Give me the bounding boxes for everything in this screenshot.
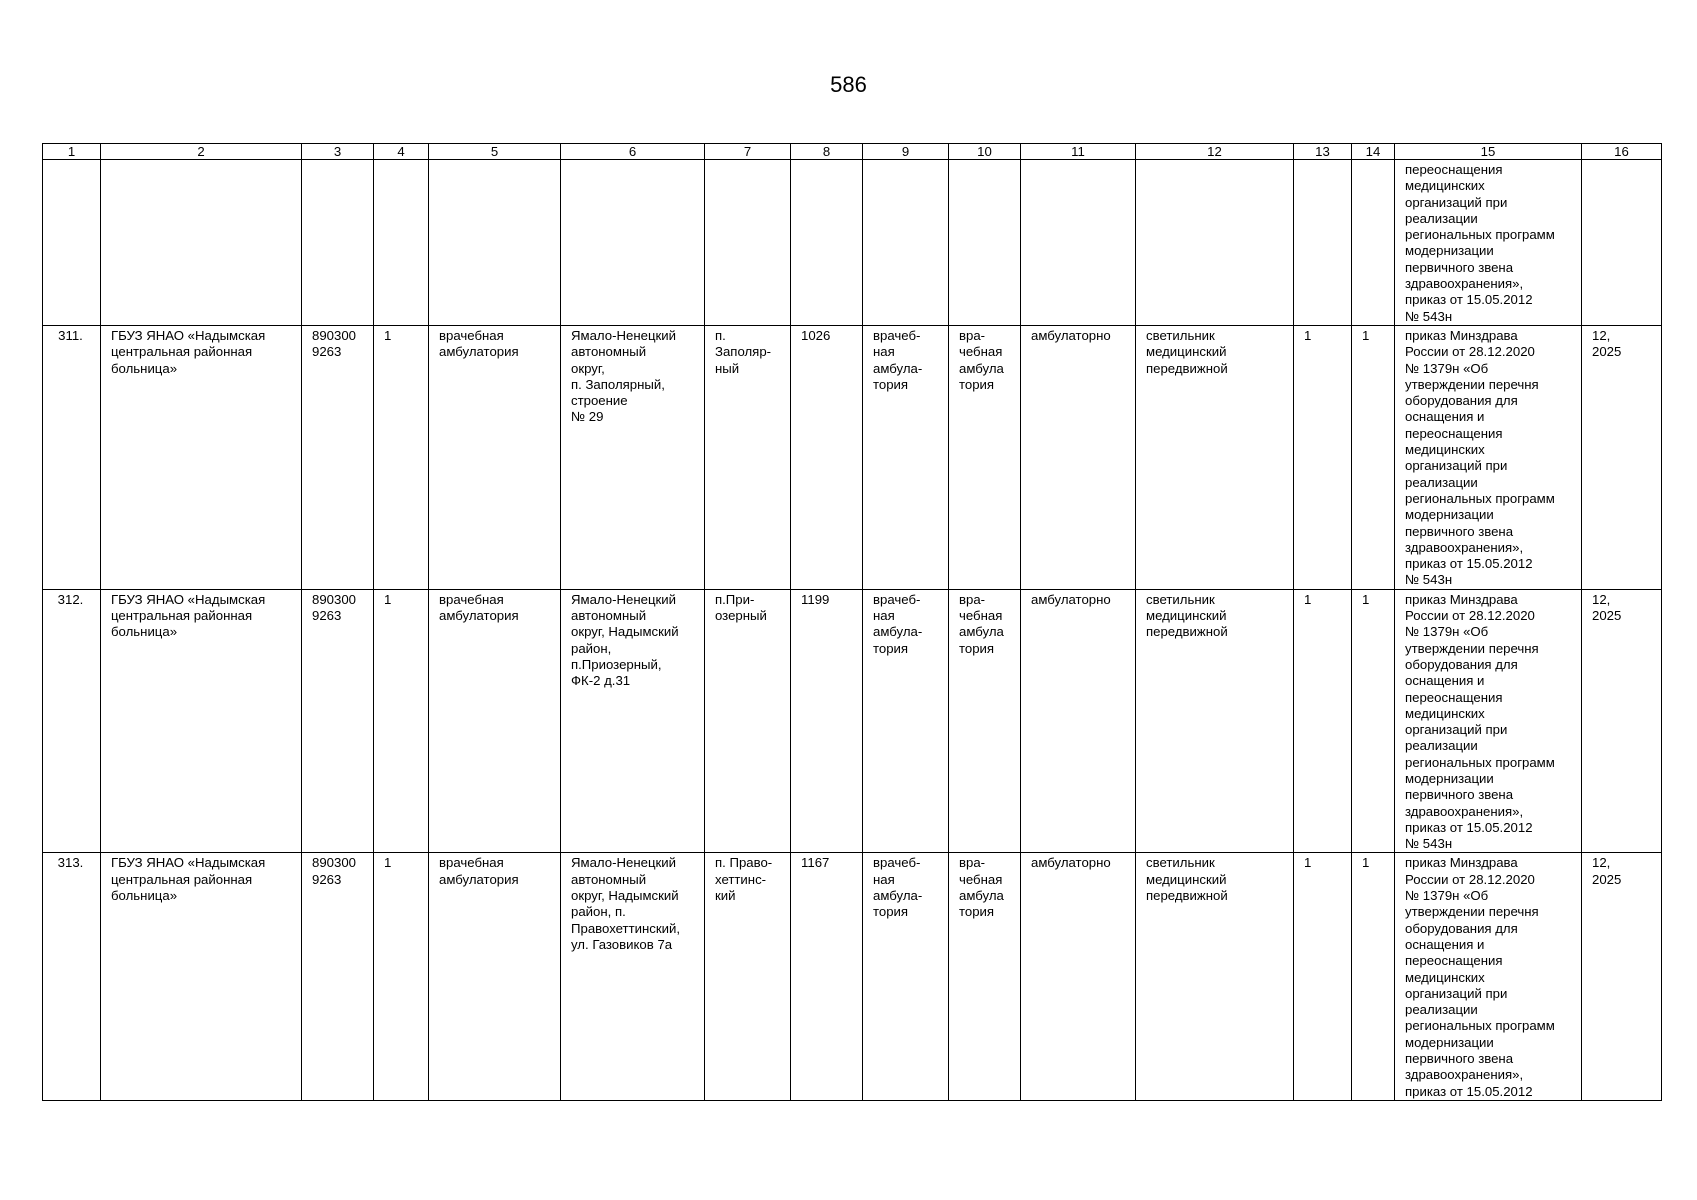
cell-col-2: [101, 589, 302, 853]
cell-line: медицинский: [1146, 871, 1227, 887]
cell-line: 12,: [1592, 327, 1611, 343]
cell-line: автономный: [571, 871, 647, 887]
cell-line: реализации: [1405, 210, 1478, 226]
cell-line: 2025: [1592, 608, 1622, 624]
cell-line: утверждении перечня: [1405, 640, 1539, 656]
cell-line: региональных программ: [1405, 1018, 1555, 1034]
cell-line: реализации: [1405, 738, 1478, 754]
cell-col-14: 1: [1352, 325, 1395, 589]
cell-line: амбулатория: [439, 344, 519, 360]
cell-line: приказ Минздрава: [1405, 591, 1518, 607]
cell-line: первичного звена: [1405, 259, 1514, 275]
cell-line: переоснащения: [1405, 425, 1503, 441]
cell-col-9: [863, 160, 949, 326]
cell-line: оборудования для: [1405, 656, 1518, 672]
cell-line: № 1379н «Об: [1405, 360, 1489, 376]
cell-line: Ямало-Ненецкий: [571, 327, 677, 343]
cell-col-2: [101, 853, 302, 1101]
column-header-9: 9: [863, 144, 949, 160]
cell-col-7: [705, 853, 791, 1101]
cell-col-10: [949, 589, 1021, 853]
cell-col-1: 312.: [43, 589, 101, 853]
cell-col-5: [429, 160, 561, 326]
cell-col-11: [1021, 160, 1136, 326]
cell-line: тория: [959, 640, 995, 656]
cell-col-3: [302, 589, 374, 853]
cell-line: амбулатория: [439, 871, 519, 887]
column-header-3: 3: [302, 144, 374, 160]
cell-line: вра-: [959, 855, 986, 871]
cell-col-16: [1582, 589, 1662, 853]
cell-line: № 29: [571, 409, 604, 425]
cell-line: приказ от 15.05.2012: [1405, 1083, 1533, 1099]
table-row: [43, 325, 1662, 589]
cell-line: п.При-: [715, 591, 755, 607]
cell-line: ная: [873, 344, 895, 360]
cell-line: организаций при: [1405, 194, 1508, 210]
cell-line: округ,: [571, 360, 605, 376]
cell-col-13: [1294, 160, 1352, 326]
cell-col-4: 1: [374, 853, 429, 1101]
cell-line: России от 28.12.2020: [1405, 871, 1535, 887]
cell-col-4: 1: [374, 589, 429, 853]
cell-line: здравоохранения»,: [1405, 803, 1524, 819]
cell-line: России от 28.12.2020: [1405, 608, 1535, 624]
cell-line: 890300: [312, 327, 357, 343]
table-body: [43, 144, 1662, 1101]
column-header-11: 11: [1021, 144, 1136, 160]
cell-line: ул. Газовиков 7а: [571, 936, 673, 952]
column-header-16: 16: [1582, 144, 1662, 160]
cell-col-9: [863, 325, 949, 589]
cell-line: модернизации: [1405, 507, 1494, 523]
column-header-1: 1: [43, 144, 101, 160]
cell-line: тория: [959, 376, 995, 392]
cell-line: больница»: [111, 888, 178, 904]
cell-line: передвижной: [1146, 888, 1228, 904]
cell-col-6: [561, 325, 705, 589]
cell-line: светильник: [1146, 591, 1215, 607]
cell-col-9: [863, 589, 949, 853]
page-number: 586: [830, 72, 867, 97]
cell-line: тория: [959, 904, 995, 920]
cell-col-8: 1199: [791, 589, 863, 853]
cell-col-8: [791, 160, 863, 326]
cell-line: Заполяр-: [715, 344, 772, 360]
cell-line: оборудования для: [1405, 393, 1518, 409]
cell-line: чебная: [959, 608, 1003, 624]
cell-col-3: [302, 325, 374, 589]
cell-col-15: [1395, 160, 1582, 326]
cell-col-15: [1395, 325, 1582, 589]
cell-col-6: [561, 160, 705, 326]
cell-col-13: 1: [1294, 325, 1352, 589]
table-row: [43, 853, 1662, 1101]
cell-line: округ, Надымский: [571, 888, 679, 904]
cell-line: врачеб-: [873, 591, 921, 607]
cell-col-9: [863, 853, 949, 1101]
cell-line: 2025: [1592, 871, 1622, 887]
cell-line: Правохеттинский,: [571, 920, 681, 936]
equipment-table: [42, 143, 1662, 1101]
cell-line: здравоохранения»,: [1405, 276, 1524, 292]
cell-line: вра-: [959, 591, 986, 607]
cell-line: приказ от 15.05.2012: [1405, 556, 1533, 572]
cell-line: приказ Минздрава: [1405, 327, 1518, 343]
cell-line: № 543н: [1405, 836, 1453, 852]
cell-line: модернизации: [1405, 1034, 1494, 1050]
cell-line: ГБУЗ ЯНАО «Надымская: [111, 591, 266, 607]
cell-line: 9263: [312, 608, 342, 624]
cell-col-4: 1: [374, 325, 429, 589]
cell-line: оборудования для: [1405, 920, 1518, 936]
cell-line: чебная: [959, 344, 1003, 360]
cell-line: утверждении перечня: [1405, 376, 1539, 392]
cell-line: п. Право-: [715, 855, 773, 871]
cell-col-11: амбулаторно: [1021, 325, 1136, 589]
cell-line: больница»: [111, 624, 178, 640]
cell-line: амбула-: [873, 624, 923, 640]
cell-line: № 1379н «Об: [1405, 888, 1489, 904]
cell-col-2: [101, 325, 302, 589]
column-header-15: 15: [1395, 144, 1582, 160]
table-row: [43, 589, 1662, 853]
cell-line: амбула-: [873, 360, 923, 376]
cell-line: реализации: [1405, 1002, 1478, 1018]
cell-line: амбула: [959, 360, 1004, 376]
cell-col-1: [43, 160, 101, 326]
cell-line: амбула-: [873, 888, 923, 904]
cell-line: автономный: [571, 608, 647, 624]
cell-line: модернизации: [1405, 770, 1494, 786]
cell-line: округ, Надымский: [571, 624, 679, 640]
cell-line: 9263: [312, 871, 342, 887]
cell-line: организаций при: [1405, 458, 1508, 474]
cell-line: врачеб-: [873, 855, 921, 871]
cell-col-8: 1026: [791, 325, 863, 589]
cell-line: 12,: [1592, 855, 1611, 871]
cell-line: модернизации: [1405, 243, 1494, 259]
cell-line: 9263: [312, 344, 342, 360]
cell-line: оснащения и: [1405, 673, 1485, 689]
cell-line: медицинских: [1405, 178, 1485, 194]
cell-line: России от 28.12.2020: [1405, 344, 1535, 360]
cell-col-7: [705, 589, 791, 853]
cell-col-8: 1167: [791, 853, 863, 1101]
continuation-row: [43, 160, 1662, 326]
cell-line: врачеб-: [873, 327, 921, 343]
cell-line: приказ от 15.05.2012: [1405, 819, 1533, 835]
cell-line: Ямало-Ненецкий: [571, 591, 677, 607]
cell-col-16: [1582, 325, 1662, 589]
cell-line: передвижной: [1146, 360, 1228, 376]
cell-line: медицинских: [1405, 442, 1485, 458]
cell-line: врачебная: [439, 855, 504, 871]
cell-col-5: [429, 589, 561, 853]
column-header-13: 13: [1294, 144, 1352, 160]
cell-line: Ямало-Ненецкий: [571, 855, 677, 871]
cell-line: оснащения и: [1405, 409, 1485, 425]
cell-col-5: [429, 325, 561, 589]
column-number-row: [43, 144, 1662, 160]
cell-col-13: 1: [1294, 853, 1352, 1101]
column-header-7: 7: [705, 144, 791, 160]
cell-col-14: [1352, 160, 1395, 326]
cell-line: чебная: [959, 871, 1003, 887]
cell-col-10: [949, 160, 1021, 326]
cell-line: больница»: [111, 360, 178, 376]
cell-line: медицинских: [1405, 969, 1485, 985]
cell-line: организаций при: [1405, 985, 1508, 1001]
cell-line: № 543н: [1405, 308, 1453, 324]
cell-line: п.: [715, 327, 726, 343]
cell-col-3: [302, 160, 374, 326]
column-header-8: 8: [791, 144, 863, 160]
column-header-10: 10: [949, 144, 1021, 160]
cell-line: п.Приозерный,: [571, 656, 662, 672]
cell-col-16: [1582, 160, 1662, 326]
cell-col-10: [949, 853, 1021, 1101]
cell-line: первичного звена: [1405, 1051, 1514, 1067]
cell-line: светильник: [1146, 327, 1215, 343]
cell-line: региональных программ: [1405, 754, 1555, 770]
cell-line: 12,: [1592, 591, 1611, 607]
cell-line: ФК-2 д.31: [571, 673, 631, 689]
cell-line: переоснащения: [1405, 162, 1503, 177]
cell-col-10: [949, 325, 1021, 589]
cell-line: амбулатория: [439, 608, 519, 624]
cell-col-14: 1: [1352, 589, 1395, 853]
cell-line: 890300: [312, 591, 357, 607]
cell-line: первичного звена: [1405, 787, 1514, 803]
column-header-2: 2: [101, 144, 302, 160]
cell-line: строение: [571, 393, 628, 409]
cell-col-11: амбулаторно: [1021, 853, 1136, 1101]
cell-line: амбула: [959, 624, 1004, 640]
cell-col-16: [1582, 853, 1662, 1101]
cell-col-15: [1395, 853, 1582, 1101]
cell-col-1: 313.: [43, 853, 101, 1101]
cell-line: № 1379н «Об: [1405, 624, 1489, 640]
cell-line: амбула: [959, 888, 1004, 904]
cell-line: тория: [873, 640, 909, 656]
cell-col-12: [1136, 160, 1294, 326]
cell-line: п. Заполярный,: [571, 376, 665, 392]
cell-col-5: [429, 853, 561, 1101]
cell-line: здравоохранения»,: [1405, 539, 1524, 555]
cell-line: центральная районная: [111, 344, 253, 360]
cell-line: хеттинс-: [715, 871, 767, 887]
cell-line: оснащения и: [1405, 936, 1485, 952]
cell-col-1: 311.: [43, 325, 101, 589]
column-header-4: 4: [374, 144, 429, 160]
cell-col-7: [705, 325, 791, 589]
cell-line: ная: [873, 871, 895, 887]
cell-line: 2025: [1592, 344, 1622, 360]
cell-col-3: [302, 853, 374, 1101]
cell-line: переоснащения: [1405, 689, 1503, 705]
cell-col-14: 1: [1352, 853, 1395, 1101]
column-header-14: 14: [1352, 144, 1395, 160]
cell-col-7: [705, 160, 791, 326]
cell-line: кий: [715, 888, 736, 904]
cell-line: утверждении перечня: [1405, 904, 1539, 920]
column-header-12: 12: [1136, 144, 1294, 160]
cell-line: вра-: [959, 327, 986, 343]
cell-line: медицинский: [1146, 344, 1227, 360]
cell-line: медицинских: [1405, 705, 1485, 721]
column-header-5: 5: [429, 144, 561, 160]
cell-line: приказ Минздрава: [1405, 855, 1518, 871]
column-header-6: 6: [561, 144, 705, 160]
cell-line: 890300: [312, 855, 357, 871]
cell-line: приказ от 15.05.2012: [1405, 292, 1533, 308]
cell-line: передвижной: [1146, 624, 1228, 640]
cell-line: центральная районная: [111, 608, 253, 624]
cell-line: врачебная: [439, 591, 504, 607]
cell-line: № 543н: [1405, 572, 1453, 588]
cell-col-4: [374, 160, 429, 326]
cell-line: ная: [873, 608, 895, 624]
cell-line: региональных программ: [1405, 490, 1555, 506]
cell-line: ГБУЗ ЯНАО «Надымская: [111, 855, 266, 871]
cell-line: тория: [873, 904, 909, 920]
cell-line: ный: [715, 360, 740, 376]
cell-line: медицинский: [1146, 608, 1227, 624]
cell-line: здравоохранения»,: [1405, 1067, 1524, 1083]
cell-line: центральная районная: [111, 871, 253, 887]
cell-line: район, п.: [571, 904, 626, 920]
cell-col-12: [1136, 325, 1294, 589]
cell-col-6: [561, 853, 705, 1101]
cell-line: район,: [571, 640, 612, 656]
cell-line: автономный: [571, 344, 647, 360]
cell-col-13: 1: [1294, 589, 1352, 853]
cell-line: первичного звена: [1405, 523, 1514, 539]
cell-col-2: [101, 160, 302, 326]
cell-line: озерный: [715, 608, 767, 624]
cell-line: тория: [873, 376, 909, 392]
cell-line: переоснащения: [1405, 953, 1503, 969]
cell-line: реализации: [1405, 474, 1478, 490]
cell-col-12: [1136, 589, 1294, 853]
cell-col-15: [1395, 589, 1582, 853]
cell-col-11: амбулаторно: [1021, 589, 1136, 853]
cell-col-12: [1136, 853, 1294, 1101]
cell-line: организаций при: [1405, 722, 1508, 738]
cell-line: региональных программ: [1405, 227, 1555, 243]
cell-col-6: [561, 589, 705, 853]
cell-line: ГБУЗ ЯНАО «Надымская: [111, 327, 266, 343]
cell-line: светильник: [1146, 855, 1215, 871]
cell-line: врачебная: [439, 327, 504, 343]
